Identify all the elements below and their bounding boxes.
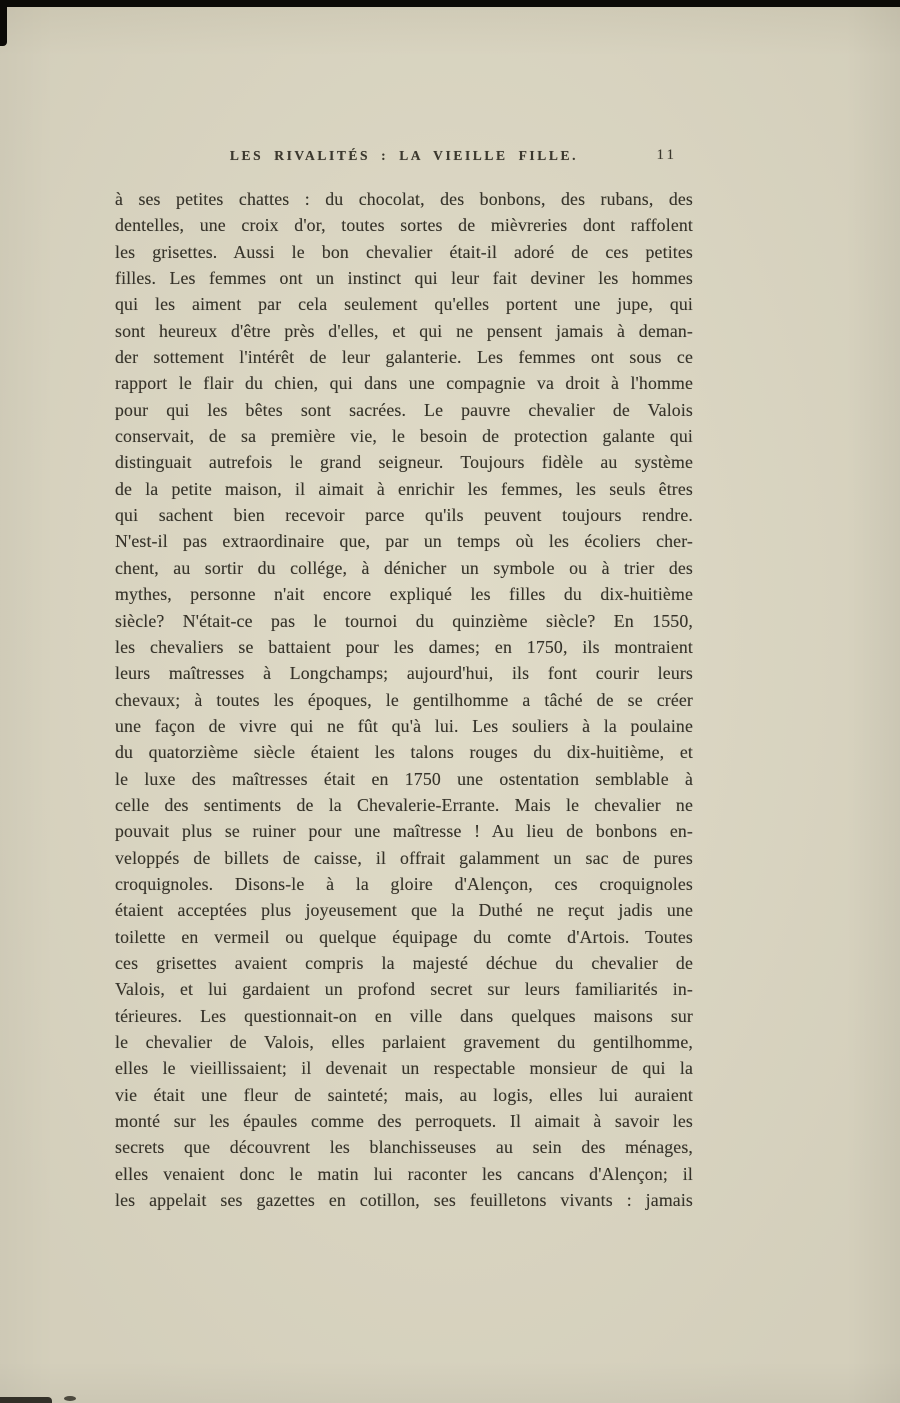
- text-line: celle des sentiments de la Chevalerie-Errante. Mais le chevalier ne: [115, 794, 693, 815]
- text-line: ces grisettes avaient compris la majesté déchue du chevalier de: [115, 952, 693, 973]
- text-line: siècle? N'était-ce pas le tournoi du quinzième siècle? En 1550,: [115, 610, 693, 631]
- text-line: le chevalier de Valois, elles parlaient gravement du gentilhomme,: [115, 1032, 693, 1052]
- page-header: [115, 148, 693, 172]
- scan-edge-left: [0, 0, 7, 46]
- scan-mark-bottom-left: [0, 1397, 52, 1403]
- text-line: les appelait ses gazettes en cotillon, ses feuilletons vivants : jamais: [115, 1190, 693, 1211]
- text-line: pour qui les bêtes sont sacrées. Le pauvre chevalier de Valois: [115, 399, 693, 420]
- text-line: filles. Les femmes ont un instinct qui leur fait deviner les hommes: [115, 268, 693, 289]
- text-line: du quatorzième siècle étaient les talons rouges du dix-huitième, et: [115, 742, 693, 763]
- scan-speck-bottom: [64, 1396, 76, 1401]
- text-line: une façon de vivre qui ne fût qu'à lui. Les souliers à la poulaine: [115, 715, 693, 736]
- text-line: à ses petites chattes : du chocolat, des bonbons, des rubans, des: [115, 189, 693, 209]
- text-line: mythes, personne n'ait encore expliqué les filles du dix-huitième: [115, 584, 693, 605]
- text-line: étaient acceptées plus joyeusement que la Duthé ne reçut jadis une: [115, 900, 693, 921]
- text-line: les grisettes. Aussi le bon chevalier était-il adoré de ces petites: [115, 241, 693, 262]
- text-line: toilette en vermeil ou quelque équipage du comte d'Artois. Toutes: [115, 926, 693, 947]
- text-line: sont heureux d'être près d'elles, et qui ne pensent jamais à deman-: [115, 320, 693, 341]
- running-title: LES RIVALITÉS : LA VIEILLE FILLE.: [229, 148, 579, 163]
- text-line: les chevaliers se battaient pour les dames; en 1750, ils montraient: [115, 636, 693, 657]
- text-line: conservait, de sa première vie, le besoin de protection galante qui: [115, 426, 693, 447]
- text-line: distinguait autrefois le grand seigneur. Toujours fidèle au système: [115, 452, 693, 473]
- text-line: pouvait plus se ruiner pour une maîtresse ! Au lieu de bonbons en-: [115, 821, 693, 842]
- text-line: chent, au sortir du collége, à dénicher un symbole ou à trier des: [115, 557, 693, 578]
- text-line: térieures. Les questionnait-on en ville dans quelques maisons sur: [115, 1005, 693, 1026]
- text-line: elles venaient donc le matin lui raconter les cancans d'Alençon; il: [115, 1163, 693, 1184]
- text-line: rapport le flair du chien, qui dans une compagnie va droit à l'homme: [115, 373, 693, 394]
- text-line: veloppés de billets de caisse, il offrait galamment un sac de pures: [115, 847, 693, 868]
- text-line: de la petite maison, il aimait à enrichir les femmes, les seuls êtres: [115, 478, 693, 499]
- text-line: Valois, et lui gardaient un profond secret sur leurs familiarités in-: [115, 979, 693, 1000]
- text-line: dentelles, une croix d'or, toutes sortes de mièvreries dont raffolent: [115, 215, 693, 236]
- text-line: monté sur les épaules comme des perroquets. Il aimait à savoir les: [115, 1111, 693, 1132]
- text-line: vie était une fleur de sainteté; mais, au logis, elles lui auraient: [115, 1084, 693, 1105]
- text-line: elles le vieillissaient; il devenait un respectable monsieur de qui la: [115, 1058, 693, 1079]
- scan-edge-top: [0, 0, 900, 7]
- text-line: croquignoles. Disons-le à la gloire d'Alençon, ces croquignoles: [115, 873, 693, 894]
- text-line: secrets que découvrent les blanchisseuses au sein des ménages,: [115, 1137, 693, 1158]
- text-line: qui les aiment par cela seulement qu'elles portent une jupe, qui: [115, 294, 693, 315]
- text-line: leurs maîtresses à Longchamps; aujourd'hui, ils font courir leurs: [115, 663, 693, 684]
- body-text: [115, 186, 693, 1213]
- text-line: der sottement l'intérêt de leur galanterie. Les femmes ont sous ce: [115, 347, 693, 368]
- text-line: N'est-il pas extraordinaire que, par un temps où les écoliers cher-: [115, 531, 693, 552]
- text-line: chevaux; à toutes les époques, le gentilhomme a tâché de se créer: [115, 689, 693, 710]
- page-number: 11: [656, 147, 677, 163]
- text-line: le luxe des maîtresses était en 1750 une ostentation semblable à: [115, 768, 693, 789]
- text-line: qui sachent bien recevoir parce qu'ils peuvent toujours rendre.: [115, 505, 693, 526]
